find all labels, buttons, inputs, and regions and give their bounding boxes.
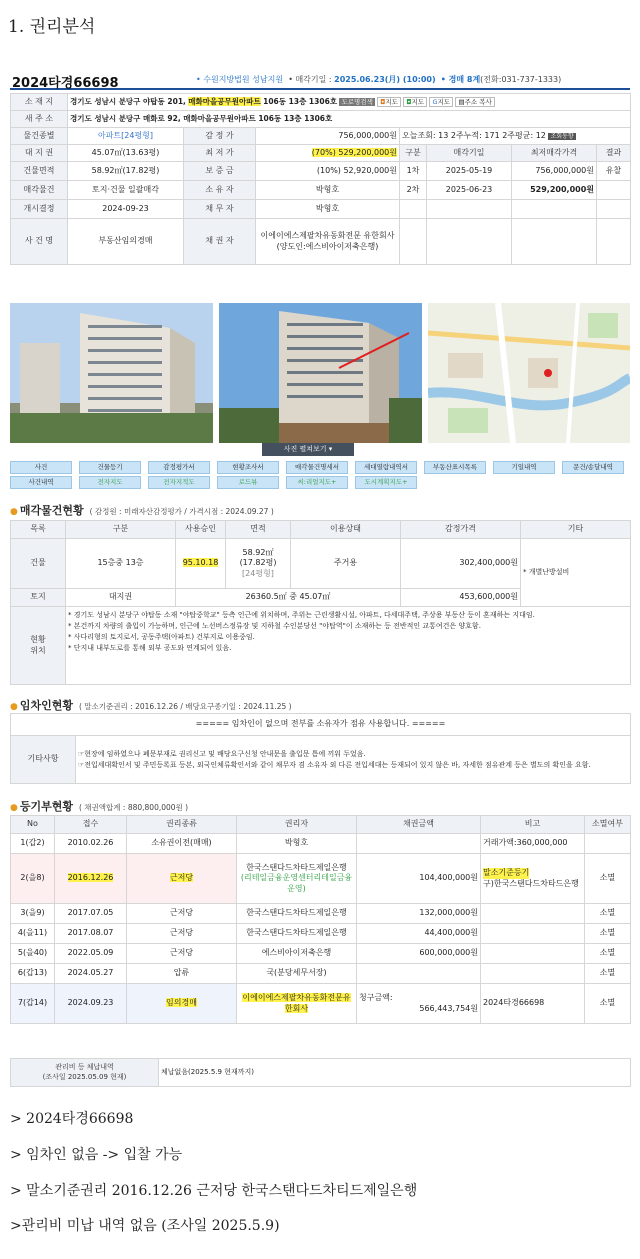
case-number-prefix: 2024타경 xyxy=(12,76,74,91)
new-address: 경기도 성남시 분당구 매화로 92, 매화마을공무원아파트 106동 13층 1306호 xyxy=(68,111,631,128)
management-fee-table xyxy=(10,1058,631,1087)
reg-holder-sub: (리테일금융운영센터리테일금융운영) xyxy=(240,873,353,893)
court-name[interactable]: • 수원지방법원 성남지원 xyxy=(196,75,284,84)
goods-etc: * 개별난방설비 xyxy=(521,539,631,607)
hist-date: 2025-06-23 xyxy=(427,181,512,200)
doc-button-row1-5[interactable]: 세대열람내역서 xyxy=(355,461,417,474)
reg-holder: 한국스탠다드차타드제일은행 xyxy=(237,924,357,944)
document-button-row-2 xyxy=(10,476,630,489)
sale-date: 2025.06.23(月) (10:00) xyxy=(334,75,436,84)
creditor-label: 채 권 자 xyxy=(184,219,256,265)
land-right-value: 45.07㎡(13.63평) xyxy=(68,145,184,162)
goods-item-building: 건물 xyxy=(11,539,66,589)
location-line: * 사다리형의 토지로서, 공동주택(아파트) 건부지로 이용중임. xyxy=(68,632,255,641)
reg-note-highlight: 말소기준등기 xyxy=(483,868,530,878)
goods-section-title xyxy=(10,502,274,518)
registry-header: 권리종류 xyxy=(127,816,237,834)
case-name-label: 사 건 명 xyxy=(11,219,68,265)
reg-holder-cell xyxy=(237,854,357,904)
location-line: * 경기도 성남시 분당구 야탑동 소재 "야탑중학교" 등측 인근에 위치하며, 주위는 근린생활시설, 아파트, 다세대주택, 주상용 부동산 등이 혼재하는 지대임. xyxy=(68,611,535,619)
reg-status: 소멸 xyxy=(585,854,631,904)
note-line: > 임차인 없음 -> 입찰 가능 xyxy=(10,1147,183,1163)
reg-holder: 박형호 xyxy=(237,834,357,854)
view-stats-text: 오늘조회: 13 2주누적: 171 2주평균: 12 xyxy=(402,130,546,140)
reg-note: 2024타경66698 xyxy=(481,984,585,1024)
building-photo-1[interactable] xyxy=(10,303,213,443)
reg-holder: 한국스탠다드차타드제일은행 xyxy=(237,904,357,924)
reg-no: 7(갑14) xyxy=(11,984,55,1024)
debtor-value: 박형호 xyxy=(256,200,400,219)
reg-holder: 한국스탠다드차타드제일은행 xyxy=(246,862,347,872)
reg-amount: 44,400,000원 xyxy=(357,924,481,944)
goods-header: 면적 xyxy=(226,521,291,539)
start-decision-value: 2024-09-23 xyxy=(68,200,184,219)
reg-holder: 에스비아이저축은행 xyxy=(237,944,357,964)
reg-amount: 600,000,000원 xyxy=(357,944,481,964)
tenant-etc-line: ☞전입세대확인서 및 주민등록표 등본, 외국인체류확인서와 같이 채무자 겸 소유자 외 다른 전입세대는 등재되어 있지 않은 바, 자세한 점유관계 등은 별도의 확인을 요함. xyxy=(78,760,591,769)
building-area-label: 건물면적 xyxy=(11,162,68,181)
doc-button-row1-0[interactable]: 사건 xyxy=(10,461,72,474)
case-info xyxy=(196,74,561,85)
doc-button-row2-2[interactable]: 전자지적도 xyxy=(148,476,210,489)
map-button-2[interactable]: ◘지도 xyxy=(403,97,427,107)
goods-location-text xyxy=(66,607,631,685)
min-price-cell xyxy=(256,145,400,162)
reg-amount xyxy=(357,964,481,984)
reg-status: 소멸 xyxy=(585,984,631,1024)
reg-no: 2(을8) xyxy=(11,854,55,904)
doc-button-row2-3[interactable]: 로드뷰 xyxy=(217,476,279,489)
reg-status: 소멸 xyxy=(585,964,631,984)
bullet-icon: ● xyxy=(10,803,18,813)
goods-title: 매각물건현황 xyxy=(19,504,84,517)
reg-amount xyxy=(357,834,481,854)
goods-area-cell xyxy=(226,539,291,589)
hist-price: 529,200,000원 xyxy=(512,181,597,200)
registry-header: 채권금액 xyxy=(357,816,481,834)
view-stats xyxy=(400,128,631,145)
goods-subtitle: ( 감정원 : 미래자산감정평가 / 가격시점 : 2024.09.27 ) xyxy=(89,507,274,516)
goods-building-type: 15층중 13층 xyxy=(66,539,176,589)
goods-header: 목록 xyxy=(11,521,66,539)
kind-value: 아파트[24평형] xyxy=(68,128,184,145)
hist-result: 유찰 xyxy=(597,162,631,181)
reg-amount: 104,400,000원 xyxy=(357,854,481,904)
reg-kind: 소유권이전(매매) xyxy=(127,834,237,854)
map-button-3[interactable]: G지도 xyxy=(429,97,453,107)
reg-kind: 근저당 xyxy=(127,944,237,964)
reg-note xyxy=(481,944,585,964)
start-decision-label: 개시결정 xyxy=(11,200,68,219)
reg-kind: 압류 xyxy=(127,964,237,984)
address-copy-button[interactable]: ▤주소 복사 xyxy=(455,97,494,107)
doc-button-row2-4[interactable]: 씨:리얼지도+ xyxy=(286,476,348,489)
doc-button-row1-6[interactable]: 부동산표시목록 xyxy=(424,461,486,474)
map-icon: ◘ xyxy=(380,98,386,107)
note-line: >관리비 미납 내역 없음 (조사일 2025.5.9) xyxy=(10,1218,280,1234)
goods-area-sqm: 58.92㎡ xyxy=(242,547,274,557)
goods-approval-date: 95.10.18 xyxy=(182,558,219,568)
mgmt-value: 체납없음(2025.5.9 현재까지) xyxy=(159,1059,631,1087)
reg-kind: 근저당 xyxy=(169,873,194,883)
reg-status: 소멸 xyxy=(585,904,631,924)
goods-header: 사용승인 xyxy=(176,521,226,539)
location-line: * 본건까지 차량의 출입이 가능하며, 인근에 노선버스정류장 및 지하철 수인분당선 "야탑역"이 소재하는 등 전반적인 교통여건은 양호함. xyxy=(68,621,481,630)
doc-button-row1-8[interactable]: 문건/송달내역 xyxy=(562,461,624,474)
kind-label: 물건종별 xyxy=(11,128,68,145)
hist-result xyxy=(597,181,631,200)
note-line: > 2024타경66698 xyxy=(10,1111,134,1127)
min-price-label: 최 저 가 xyxy=(184,145,256,162)
reg-note xyxy=(481,904,585,924)
photo-strip xyxy=(10,303,630,443)
reg-date: 2010.02.26 xyxy=(55,834,127,854)
address-post: 106동 13층 1306호 xyxy=(263,97,338,107)
goods-area-pyeong: (17.82평) xyxy=(239,558,277,568)
basic-info-table xyxy=(10,93,631,265)
reg-date: 2016.12.26 xyxy=(67,873,114,883)
hist-empty xyxy=(427,200,512,219)
tenant-section-title xyxy=(10,697,292,713)
case-number-suffix: 66698 xyxy=(73,76,119,91)
views-trend-button[interactable]: 조회동향 xyxy=(550,132,574,140)
reg-no: 6(갑13) xyxy=(11,964,55,984)
owner-value: 박형호 xyxy=(256,181,400,200)
reg-kind-cell xyxy=(127,854,237,904)
reg-holder: 이에이에스제팔차유동화전문유한회사 xyxy=(242,993,351,1013)
case-header xyxy=(10,70,630,90)
photos-expand-label: 사진 펼쳐보기 xyxy=(283,445,327,453)
hist-price: 756,000,000원 xyxy=(512,162,597,181)
reg-status: 소멸 xyxy=(585,924,631,944)
reg-amount: 566,443,754원 xyxy=(419,1003,478,1013)
building-photo-1-image xyxy=(10,303,213,443)
goods-header: 감정가격 xyxy=(401,521,521,539)
reg-note xyxy=(481,924,585,944)
table-row xyxy=(11,944,631,964)
hist-header-price: 최저매각가격 xyxy=(512,145,597,162)
doc-button-row1-1[interactable]: 건물등기 xyxy=(79,461,141,474)
map-icon: ◘ xyxy=(406,98,412,107)
building-area-value: 58.92㎡(17.82평) xyxy=(68,162,184,181)
reg-date: 2022.05.09 xyxy=(55,944,127,964)
map-button-1[interactable]: ◘지도 xyxy=(377,97,401,107)
table-row xyxy=(11,834,631,854)
doc-button-row1-7[interactable]: 기일내역 xyxy=(493,461,555,474)
doc-button-row2-1[interactable]: 전자지도 xyxy=(79,476,141,489)
reg-note-cell xyxy=(481,854,585,904)
reg-no: 1(갑2) xyxy=(11,834,55,854)
goods-area-type: [24평형] xyxy=(242,568,274,578)
hist-empty xyxy=(400,200,427,219)
chevron-down-icon: ▾ xyxy=(328,445,333,453)
reg-holder-cell xyxy=(237,984,357,1024)
reg-status xyxy=(585,834,631,854)
goods-table xyxy=(10,520,631,685)
new-address-label: 새 주 소 xyxy=(11,111,68,128)
reg-note: 구)한국스탠다드차타드은행 xyxy=(483,878,579,888)
tenant-etc-line: ☞현장에 임하였으나 폐문부재로 권리신고 및 배당요구신청 안내문을 출입문 틈에 끼워 두었음. xyxy=(78,750,366,758)
appraisal-label: 감 정 가 xyxy=(184,128,256,145)
hist-header-result: 결과 xyxy=(597,145,631,162)
registry-header: 소멸여부 xyxy=(585,816,631,834)
registry-title: 등기부현황 xyxy=(19,800,73,813)
page-heading: 1. 권리분석 xyxy=(8,17,96,37)
reg-kind: 근저당 xyxy=(127,924,237,944)
table-row xyxy=(11,984,631,1024)
land-right-label: 대 지 권 xyxy=(11,145,68,162)
goods-item-land: 토지 xyxy=(11,589,66,607)
mgmt-label-line1: 관리비 등 체납내역 xyxy=(55,1063,114,1072)
reg-note xyxy=(481,964,585,984)
building-photo-2[interactable] xyxy=(219,303,422,443)
reg-holder: 국(분당세무서장) xyxy=(237,964,357,984)
document-button-row-1 xyxy=(10,461,630,474)
hist-round: 1차 xyxy=(400,162,427,181)
photos-expand-button[interactable] xyxy=(262,443,354,456)
goods-building-price: 302,400,000원 xyxy=(401,539,521,589)
min-price-value: (70%) 529,200,000원 xyxy=(311,147,397,157)
address-cell xyxy=(68,94,631,111)
hist-empty xyxy=(512,219,597,265)
goods-approval-cell xyxy=(176,539,226,589)
table-row xyxy=(11,904,631,924)
goods-header: 구분 xyxy=(66,521,176,539)
address-label: 소 재 지 xyxy=(11,94,68,111)
doc-button-row2-5[interactable]: 도시계획지도+ xyxy=(355,476,417,489)
dept-phone: (전화:031-737-1333) xyxy=(480,75,562,84)
hist-date: 2025-05-19 xyxy=(427,162,512,181)
reg-date: 2017.07.05 xyxy=(55,904,127,924)
goods-header: 이용상태 xyxy=(291,521,401,539)
road-search-button[interactable]: 도로명검색 xyxy=(341,98,373,107)
doc-button-row1-3[interactable]: 현황조사서 xyxy=(217,461,279,474)
registry-header: No xyxy=(11,816,55,834)
registry-section-title xyxy=(10,798,188,814)
reg-no: 3(을9) xyxy=(11,904,55,924)
sale-items-label: 매각물건 xyxy=(11,181,68,200)
reg-status: 소멸 xyxy=(585,944,631,964)
doc-button-row2-0[interactable]: 사건내역 xyxy=(10,476,72,489)
registry-table xyxy=(10,815,631,1024)
goods-use: 주거용 xyxy=(291,539,401,589)
doc-button-row1-4[interactable]: 매각물건명세서 xyxy=(286,461,348,474)
reg-kind: 임의경매 xyxy=(166,998,197,1008)
creditor-value: 이에이에스제팔차유동화전문 유한회사(양도인:에스비아이저축은행) xyxy=(256,219,400,265)
reg-amount: 132,000,000원 xyxy=(357,904,481,924)
registry-header-row xyxy=(11,816,631,834)
goods-land-price: 453,600,000원 xyxy=(401,589,521,607)
tenant-table xyxy=(10,713,631,784)
tenant-notice: ===== 임차인이 없으며 전부를 소유자가 점유 사용합니다. ===== xyxy=(11,714,631,736)
reg-date-cell xyxy=(55,854,127,904)
table-row xyxy=(11,964,631,984)
reg-date: 2024.05.27 xyxy=(55,964,127,984)
reg-amount-label: 청구금액: xyxy=(359,993,393,1003)
sale-items-value: 토지·건물 일괄매각 xyxy=(68,181,184,200)
bullet-icon: ● xyxy=(10,702,18,712)
tenant-title: 임차인현황 xyxy=(19,699,73,712)
hist-header-round: 구분 xyxy=(400,145,427,162)
reg-note: 거래가액:360,000,000 xyxy=(481,834,585,854)
hist-empty xyxy=(400,219,427,265)
reg-kind: 근저당 xyxy=(127,904,237,924)
hist-round: 2차 xyxy=(400,181,427,200)
reg-amount-cell xyxy=(357,984,481,1024)
location-line: * 단지내 내부도로를 통해 외부 공도와 연계되어 있음. xyxy=(68,643,232,652)
sale-date-label: • 매각기일 : xyxy=(288,75,332,84)
copy-icon: ▤ xyxy=(458,98,465,107)
table-row xyxy=(11,854,631,904)
hist-empty xyxy=(597,219,631,265)
hist-empty xyxy=(597,200,631,219)
registry-header: 접수 xyxy=(55,816,127,834)
goods-land-area: 26360.5㎡ 중 45.07㎡ xyxy=(176,589,401,607)
debtor-label: 채 무 자 xyxy=(184,200,256,219)
reg-date: 2017.08.07 xyxy=(55,924,127,944)
hist-empty xyxy=(512,200,597,219)
goods-land-type: 대지권 xyxy=(66,589,176,607)
reg-no: 5(을40) xyxy=(11,944,55,964)
location-map[interactable] xyxy=(428,303,630,443)
dept-label: • 경매 8계 xyxy=(440,75,481,84)
tenant-etc-label: 기타사항 xyxy=(11,736,76,784)
reg-kind-cell xyxy=(127,984,237,1024)
location-map-image xyxy=(428,303,630,443)
building-photo-2-image xyxy=(219,303,422,443)
hist-empty xyxy=(427,219,512,265)
case-number xyxy=(12,72,119,91)
doc-button-row1-2[interactable]: 감정평가서 xyxy=(148,461,210,474)
google-icon: G xyxy=(432,98,438,107)
deposit-label: 보 증 금 xyxy=(184,162,256,181)
table-row xyxy=(11,924,631,944)
address-pre: 경기도 성남시 분당구 야탑동 201, xyxy=(70,97,186,107)
mgmt-label-line2: (조사일 2025.05.09 현재) xyxy=(42,1072,127,1081)
note-line: > 말소기준권리 2016.12.26 근저당 한국스탠다드차티드제일은행 xyxy=(10,1183,418,1199)
reg-no: 4(을11) xyxy=(11,924,55,944)
hist-header-date: 매각기일 xyxy=(427,145,512,162)
owner-label: 소 유 자 xyxy=(184,181,256,200)
deposit-value: (10%) 52,920,000원 xyxy=(256,162,400,181)
address-highlight: 매화마을공무원아파트 xyxy=(188,97,261,107)
goods-header: 기타 xyxy=(521,521,631,539)
tenant-subtitle: ( 말소기준권리 : 2016.12.26 / 배당요구종기일 : 2024.11.25 ) xyxy=(79,702,292,711)
goods-location-label: 현황 위치 xyxy=(11,607,66,685)
registry-subtitle: ( 채권액합계 : 880,800,000원 ) xyxy=(79,803,189,812)
registry-header: 비고 xyxy=(481,816,585,834)
mgmt-label xyxy=(11,1059,159,1087)
bullet-icon: ● xyxy=(10,507,18,517)
case-name-value: 부동산임의경매 xyxy=(68,219,184,265)
registry-header: 권리자 xyxy=(237,816,357,834)
appraisal-value: 756,000,000원 xyxy=(256,128,400,145)
reg-date: 2024.09.23 xyxy=(55,984,127,1024)
tenant-etc-text xyxy=(76,736,631,784)
